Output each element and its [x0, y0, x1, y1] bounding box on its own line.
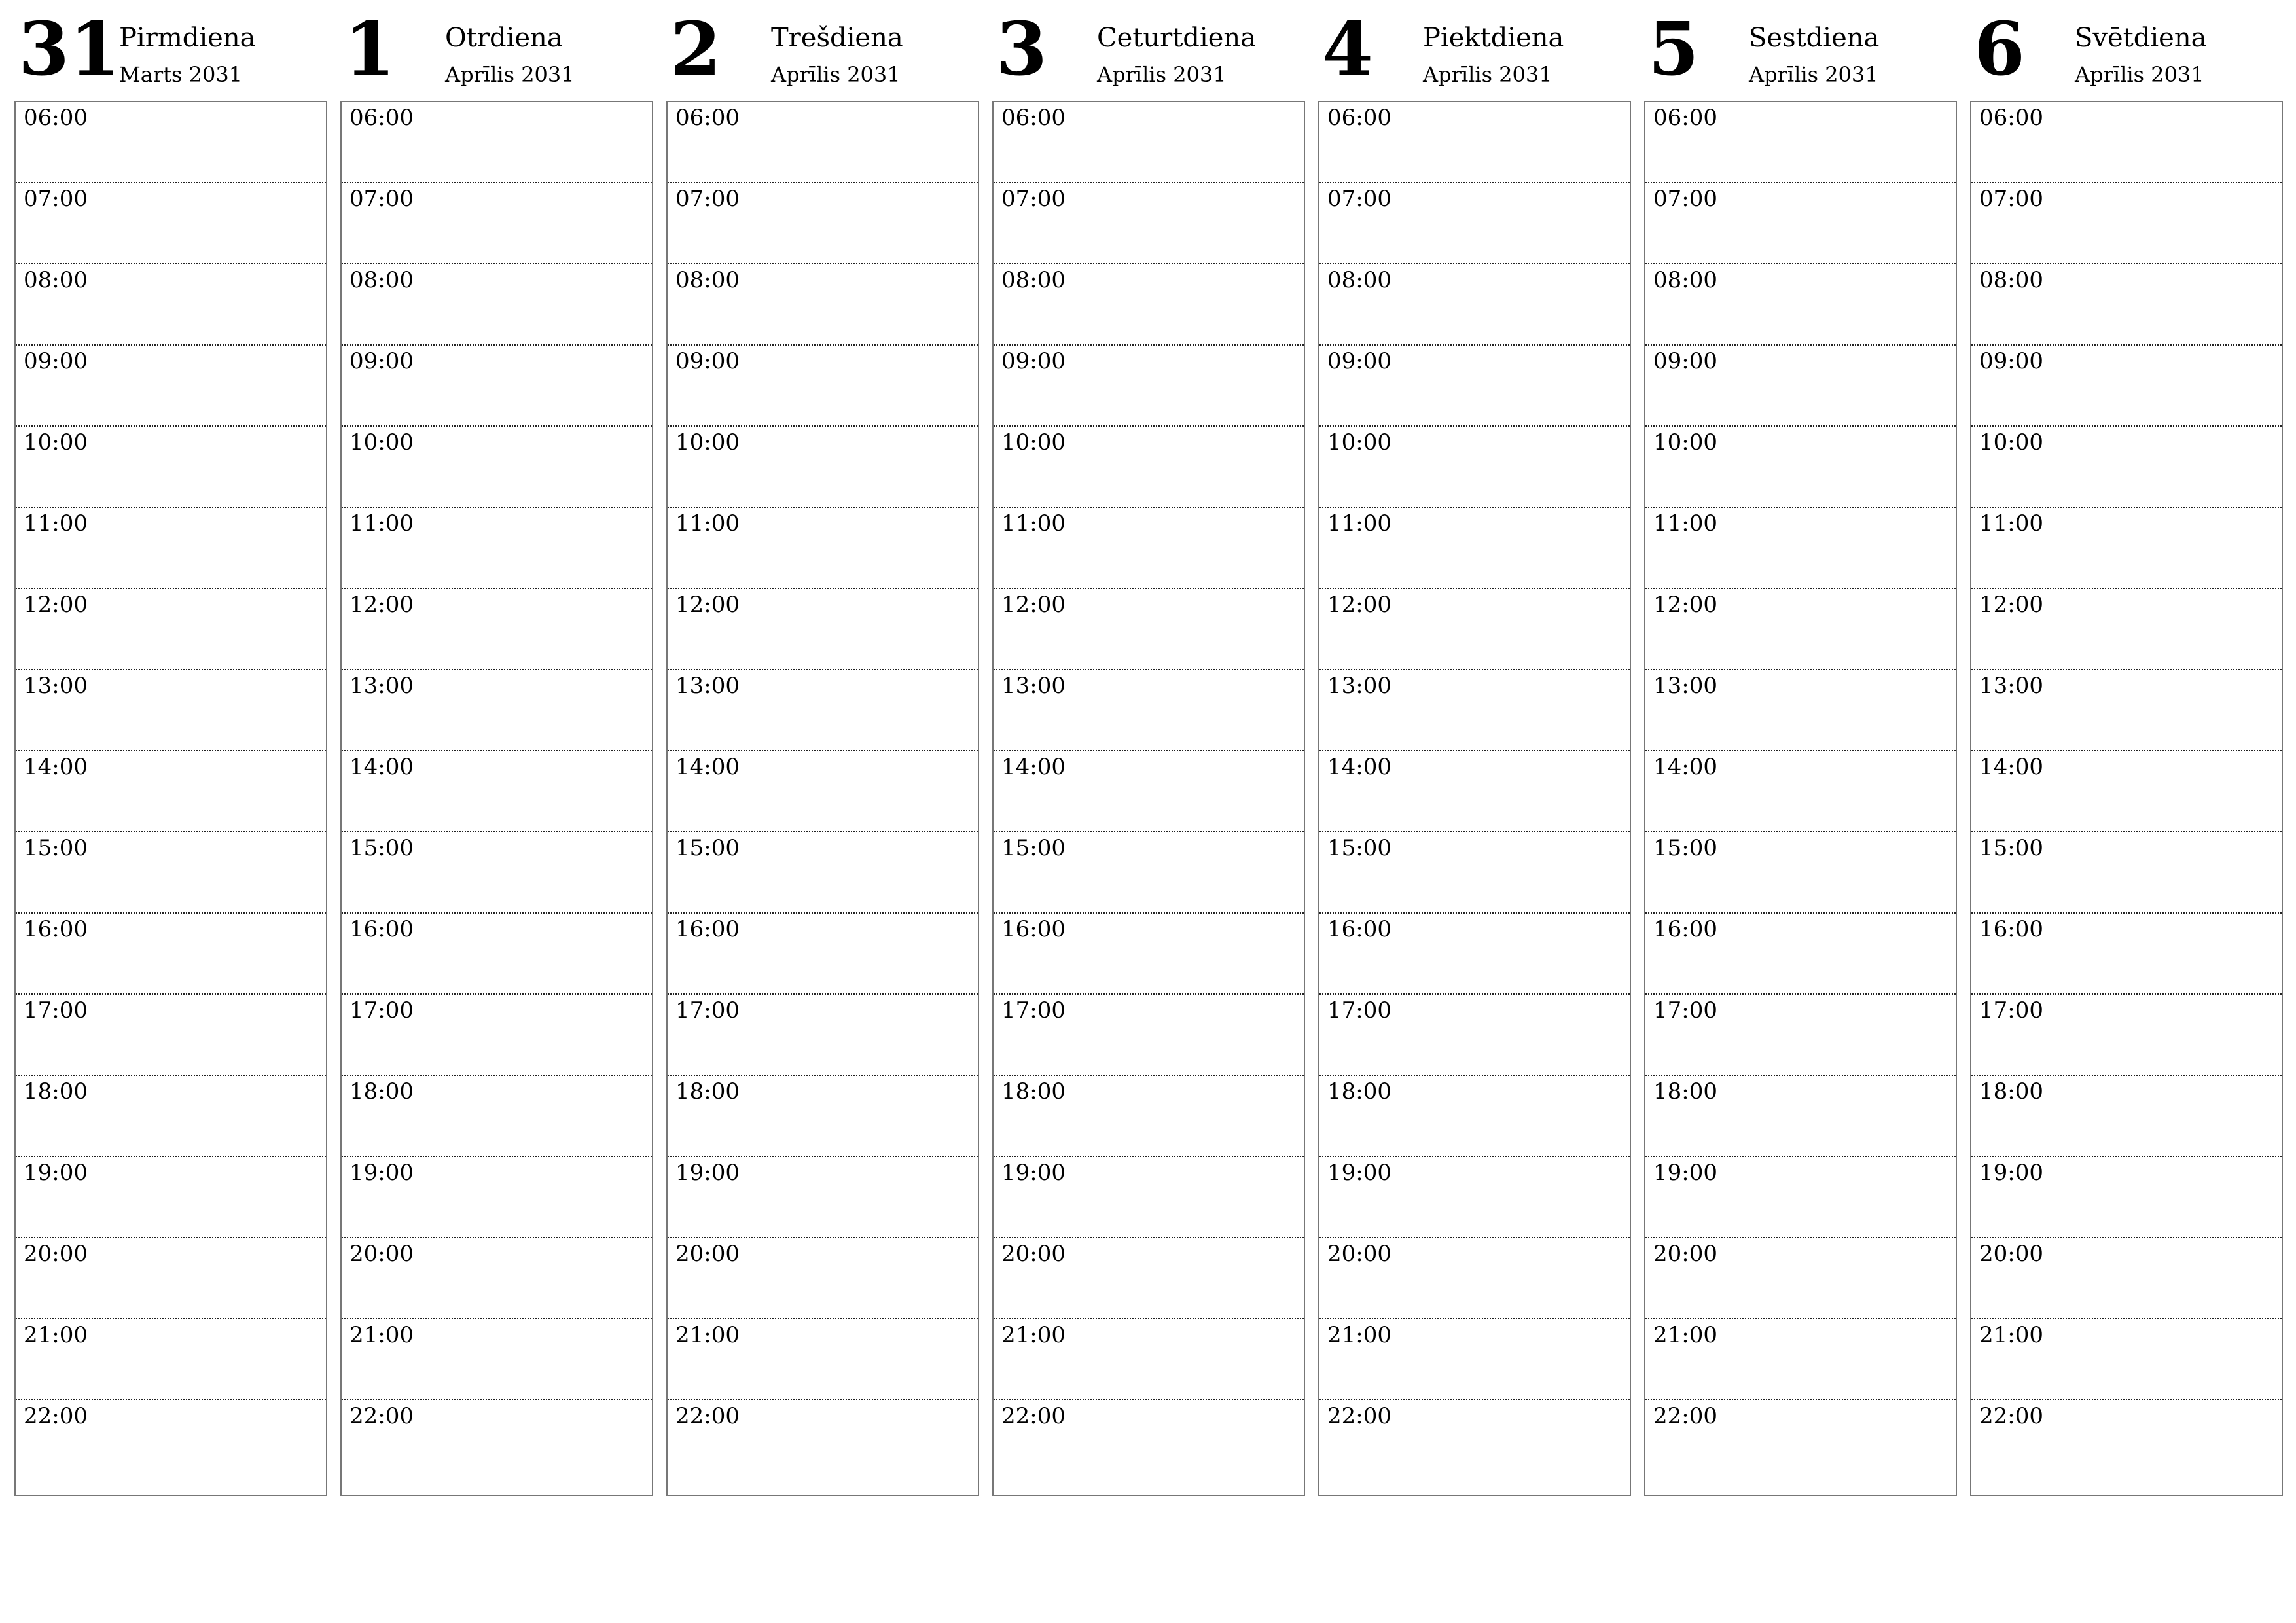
- hour-slots: [340, 101, 653, 1496]
- slot-time-label: 10:00: [24, 429, 88, 455]
- slot-time-label: 12:00: [1653, 592, 1717, 618]
- hour-slot[interactable]: [1319, 670, 1630, 751]
- slot-time-label: 16:00: [1653, 916, 1717, 942]
- slot-time-label: 22:00: [24, 1403, 88, 1429]
- slot-time-label: 17:00: [1001, 997, 1066, 1024]
- hour-slot[interactable]: [342, 995, 652, 1076]
- hour-slot[interactable]: [16, 508, 326, 589]
- slot-time-label: 16:00: [1327, 916, 1391, 942]
- hour-slot[interactable]: [1971, 1157, 2282, 1238]
- slot-time-label: 19:00: [675, 1160, 740, 1186]
- hour-slot[interactable]: [342, 427, 652, 508]
- hour-slot[interactable]: [1645, 1400, 1956, 1482]
- slot-time-label: 11:00: [350, 510, 414, 537]
- hour-slot[interactable]: [994, 508, 1304, 589]
- hour-slot[interactable]: [1971, 183, 2282, 264]
- hour-slot[interactable]: [1971, 589, 2282, 670]
- day-name: Pirmdiena: [119, 23, 256, 53]
- hour-slot[interactable]: [668, 995, 978, 1076]
- hour-slot[interactable]: [994, 670, 1304, 751]
- hour-slot[interactable]: [16, 346, 326, 427]
- hour-slot[interactable]: [16, 995, 326, 1076]
- slot-time-label: 20:00: [1979, 1241, 2043, 1267]
- hour-slot[interactable]: [668, 832, 978, 914]
- hour-slot[interactable]: [994, 1157, 1304, 1238]
- slot-time-label: 17:00: [24, 997, 88, 1024]
- slot-time-label: 19:00: [1327, 1160, 1391, 1186]
- slot-time-label: 21:00: [24, 1322, 88, 1348]
- day-header: [1970, 0, 2283, 101]
- slot-time-label: 13:00: [675, 673, 740, 699]
- hour-slot[interactable]: [1971, 102, 2282, 183]
- slot-time-label: 11:00: [1327, 510, 1391, 537]
- slot-time-label: 10:00: [675, 429, 740, 455]
- hour-slot[interactable]: [1645, 1157, 1956, 1238]
- hour-slot[interactable]: [1319, 1238, 1630, 1319]
- hour-slot[interactable]: [1645, 346, 1956, 427]
- hour-slots: [666, 101, 979, 1496]
- hour-slot[interactable]: [1645, 832, 1956, 914]
- slot-time-label: 13:00: [1653, 673, 1717, 699]
- day-name: Ceturtdiena: [1097, 23, 1256, 53]
- slot-time-label: 21:00: [1327, 1322, 1391, 1348]
- hour-slot[interactable]: [1971, 508, 2282, 589]
- slot-time-label: 17:00: [350, 997, 414, 1024]
- hour-slot[interactable]: [342, 1238, 652, 1319]
- hour-slot[interactable]: [668, 183, 978, 264]
- hour-slot[interactable]: [1645, 264, 1956, 346]
- day-name: Otrdiena: [445, 23, 563, 53]
- slot-time-label: 18:00: [675, 1079, 740, 1105]
- slot-time-label: 07:00: [24, 186, 88, 212]
- slot-time-label: 18:00: [1001, 1079, 1066, 1105]
- hour-slot[interactable]: [342, 1400, 652, 1482]
- hour-slot[interactable]: [1971, 995, 2282, 1076]
- hour-slot[interactable]: [668, 264, 978, 346]
- slot-time-label: 16:00: [350, 916, 414, 942]
- slot-time-label: 22:00: [1001, 1403, 1066, 1429]
- slot-time-label: 09:00: [675, 348, 740, 374]
- slot-time-label: 10:00: [1001, 429, 1066, 455]
- hour-slot[interactable]: [1319, 508, 1630, 589]
- hour-slot[interactable]: [1645, 1238, 1956, 1319]
- slot-time-label: 11:00: [24, 510, 88, 537]
- hour-slot[interactable]: [1319, 1157, 1630, 1238]
- slot-time-label: 08:00: [24, 267, 88, 293]
- day-number: 4: [1322, 7, 1373, 92]
- slot-time-label: 14:00: [350, 754, 414, 780]
- day-month: Marts 2031: [119, 62, 243, 87]
- slot-time-label: 21:00: [675, 1322, 740, 1348]
- slot-time-label: 10:00: [350, 429, 414, 455]
- slot-time-label: 19:00: [350, 1160, 414, 1186]
- hour-slot[interactable]: [994, 183, 1304, 264]
- hour-slot[interactable]: [342, 751, 652, 832]
- day-month: Aprīlis 2031: [2075, 62, 2204, 87]
- hour-slot[interactable]: [994, 102, 1304, 183]
- hour-slot[interactable]: [668, 1319, 978, 1400]
- hour-slot[interactable]: [1319, 1319, 1630, 1400]
- slot-time-label: 18:00: [1979, 1079, 2043, 1105]
- slot-time-label: 07:00: [675, 186, 740, 212]
- hour-slot[interactable]: [1319, 1076, 1630, 1157]
- day-header: [1644, 0, 1957, 101]
- day-header: [666, 0, 979, 101]
- hour-slot[interactable]: [16, 1319, 326, 1400]
- slot-time-label: 09:00: [350, 348, 414, 374]
- slot-time-label: 10:00: [1979, 429, 2043, 455]
- hour-slot[interactable]: [1645, 427, 1956, 508]
- slot-time-label: 18:00: [1653, 1079, 1717, 1105]
- hour-slot[interactable]: [16, 589, 326, 670]
- slot-time-label: 20:00: [350, 1241, 414, 1267]
- day-name: Sestdiena: [1749, 23, 1880, 53]
- day-name: Trešdiena: [771, 23, 903, 53]
- day-number: 1: [344, 7, 395, 92]
- slot-time-label: 18:00: [350, 1079, 414, 1105]
- slot-time-label: 14:00: [1979, 754, 2043, 780]
- day-column: [1970, 0, 2283, 1429]
- hour-slot[interactable]: [994, 832, 1304, 914]
- day-number: 3: [996, 7, 1047, 92]
- hour-slot[interactable]: [1971, 832, 2282, 914]
- hour-slots: [1970, 101, 2283, 1496]
- slot-time-label: 14:00: [24, 754, 88, 780]
- slot-time-label: 08:00: [1979, 267, 2043, 293]
- slot-time-label: 08:00: [350, 267, 414, 293]
- slot-time-label: 15:00: [24, 835, 88, 861]
- slot-time-label: 15:00: [675, 835, 740, 861]
- hour-slot[interactable]: [16, 751, 326, 832]
- slot-time-label: 07:00: [1327, 186, 1391, 212]
- day-name: Piektdiena: [1423, 23, 1564, 53]
- slot-time-label: 15:00: [1979, 835, 2043, 861]
- slot-time-label: 15:00: [1001, 835, 1066, 861]
- slot-time-label: 06:00: [1979, 105, 2043, 131]
- slot-time-label: 20:00: [1653, 1241, 1717, 1267]
- slot-time-label: 14:00: [675, 754, 740, 780]
- hour-slot[interactable]: [668, 1400, 978, 1482]
- slot-time-label: 17:00: [675, 997, 740, 1024]
- hour-slot[interactable]: [16, 102, 326, 183]
- hour-slot[interactable]: [668, 589, 978, 670]
- slot-time-label: 09:00: [24, 348, 88, 374]
- slot-time-label: 09:00: [1327, 348, 1391, 374]
- day-month: Aprīlis 2031: [1423, 62, 1552, 87]
- hour-slot[interactable]: [668, 1238, 978, 1319]
- hour-slot[interactable]: [342, 914, 652, 995]
- hour-slot[interactable]: [994, 589, 1304, 670]
- day-column: [340, 0, 653, 1429]
- slot-time-label: 08:00: [1327, 267, 1391, 293]
- hour-slot[interactable]: [994, 995, 1304, 1076]
- hour-slot[interactable]: [342, 102, 652, 183]
- hour-slot[interactable]: [1319, 832, 1630, 914]
- hour-slot[interactable]: [1645, 589, 1956, 670]
- slot-time-label: 12:00: [350, 592, 414, 618]
- hour-slot[interactable]: [16, 264, 326, 346]
- day-month: Aprīlis 2031: [1749, 62, 1878, 87]
- hour-slot[interactable]: [16, 1238, 326, 1319]
- slot-time-label: 14:00: [1653, 754, 1717, 780]
- slot-time-label: 12:00: [1979, 592, 2043, 618]
- hour-slot[interactable]: [1645, 751, 1956, 832]
- slot-time-label: 18:00: [24, 1079, 88, 1105]
- hour-slot[interactable]: [342, 1319, 652, 1400]
- hour-slot[interactable]: [1971, 1238, 2282, 1319]
- hour-slot[interactable]: [668, 427, 978, 508]
- slot-time-label: 11:00: [675, 510, 740, 537]
- hour-slot[interactable]: [342, 346, 652, 427]
- hour-slot[interactable]: [1971, 346, 2282, 427]
- hour-slot[interactable]: [342, 589, 652, 670]
- slot-time-label: 14:00: [1327, 754, 1391, 780]
- slot-time-label: 11:00: [1979, 510, 2043, 537]
- day-column: [992, 0, 1305, 1429]
- day-number: 5: [1648, 7, 1699, 92]
- hour-slot[interactable]: [994, 1076, 1304, 1157]
- hour-slot[interactable]: [668, 914, 978, 995]
- slot-time-label: 16:00: [24, 916, 88, 942]
- hour-slot[interactable]: [994, 1238, 1304, 1319]
- slot-time-label: 22:00: [1327, 1403, 1391, 1429]
- slot-time-label: 17:00: [1653, 997, 1717, 1024]
- slot-time-label: 12:00: [1327, 592, 1391, 618]
- slot-time-label: 17:00: [1327, 997, 1391, 1024]
- hour-slot[interactable]: [342, 832, 652, 914]
- slot-time-label: 18:00: [1327, 1079, 1391, 1105]
- slot-time-label: 13:00: [24, 673, 88, 699]
- day-number: 6: [1974, 7, 2025, 92]
- day-column: [666, 0, 979, 1429]
- hour-slot[interactable]: [1971, 751, 2282, 832]
- hour-slot[interactable]: [16, 1157, 326, 1238]
- day-month: Aprīlis 2031: [1097, 62, 1227, 87]
- slot-time-label: 19:00: [1979, 1160, 2043, 1186]
- slot-time-label: 15:00: [350, 835, 414, 861]
- hour-slot[interactable]: [668, 346, 978, 427]
- hour-slot[interactable]: [16, 670, 326, 751]
- hour-slot[interactable]: [1319, 995, 1630, 1076]
- hour-slot[interactable]: [16, 1076, 326, 1157]
- slot-time-label: 07:00: [1979, 186, 2043, 212]
- hour-slot[interactable]: [1319, 102, 1630, 183]
- hour-slot[interactable]: [994, 914, 1304, 995]
- day-header: [1318, 0, 1631, 101]
- slot-time-label: 06:00: [24, 105, 88, 131]
- day-number: 31: [18, 7, 120, 92]
- slot-time-label: 11:00: [1653, 510, 1717, 537]
- hour-slot[interactable]: [1971, 1319, 2282, 1400]
- hour-slot[interactable]: [1319, 914, 1630, 995]
- hour-slot[interactable]: [1645, 1319, 1956, 1400]
- hour-slot[interactable]: [1971, 1076, 2282, 1157]
- hour-slot[interactable]: [994, 346, 1304, 427]
- hour-slot[interactable]: [342, 1076, 652, 1157]
- hour-slot[interactable]: [1971, 914, 2282, 995]
- slot-time-label: 22:00: [1979, 1403, 2043, 1429]
- hour-slots: [14, 101, 327, 1496]
- slot-time-label: 15:00: [1653, 835, 1717, 861]
- slot-time-label: 22:00: [350, 1403, 414, 1429]
- slot-time-label: 19:00: [1653, 1160, 1717, 1186]
- hour-slot[interactable]: [1645, 914, 1956, 995]
- hour-slot[interactable]: [1319, 183, 1630, 264]
- hour-slots: [1644, 101, 1957, 1496]
- slot-time-label: 10:00: [1327, 429, 1391, 455]
- hour-slot[interactable]: [994, 264, 1304, 346]
- slot-time-label: 21:00: [350, 1322, 414, 1348]
- hour-slot[interactable]: [1645, 102, 1956, 183]
- slot-time-label: 06:00: [350, 105, 414, 131]
- hour-slot[interactable]: [1319, 264, 1630, 346]
- hour-slot[interactable]: [342, 508, 652, 589]
- slot-time-label: 10:00: [1653, 429, 1717, 455]
- slot-time-label: 20:00: [24, 1241, 88, 1267]
- slot-time-label: 22:00: [675, 1403, 740, 1429]
- hour-slot[interactable]: [1971, 670, 2282, 751]
- day-header: [14, 0, 327, 101]
- hour-slot[interactable]: [1319, 1400, 1630, 1482]
- slot-time-label: 09:00: [1653, 348, 1717, 374]
- slot-time-label: 20:00: [1001, 1241, 1066, 1267]
- day-month: Aprīlis 2031: [771, 62, 901, 87]
- slot-time-label: 13:00: [350, 673, 414, 699]
- slot-time-label: 20:00: [675, 1241, 740, 1267]
- hour-slot[interactable]: [16, 832, 326, 914]
- day-column: [1318, 0, 1631, 1429]
- day-month: Aprīlis 2031: [445, 62, 575, 87]
- slot-time-label: 06:00: [1327, 105, 1391, 131]
- slot-time-label: 08:00: [1001, 267, 1066, 293]
- hour-slot[interactable]: [1971, 264, 2282, 346]
- hour-slot[interactable]: [1971, 1400, 2282, 1482]
- slot-time-label: 13:00: [1979, 673, 2043, 699]
- slot-time-label: 08:00: [675, 267, 740, 293]
- hour-slot[interactable]: [16, 914, 326, 995]
- hour-slot[interactable]: [16, 183, 326, 264]
- slot-time-label: 07:00: [1001, 186, 1066, 212]
- slot-time-label: 20:00: [1327, 1241, 1391, 1267]
- hour-slot[interactable]: [342, 264, 652, 346]
- hour-slot[interactable]: [1319, 589, 1630, 670]
- hour-slot[interactable]: [1319, 346, 1630, 427]
- slot-time-label: 19:00: [24, 1160, 88, 1186]
- day-name: Svētdiena: [2075, 23, 2207, 53]
- slot-time-label: 16:00: [1979, 916, 2043, 942]
- slot-time-label: 08:00: [1653, 267, 1717, 293]
- slot-time-label: 16:00: [1001, 916, 1066, 942]
- hour-slot[interactable]: [668, 1076, 978, 1157]
- hour-slot[interactable]: [1645, 508, 1956, 589]
- slot-time-label: 09:00: [1979, 348, 2043, 374]
- day-column: [14, 0, 327, 1429]
- hour-slot[interactable]: [668, 102, 978, 183]
- slot-time-label: 16:00: [675, 916, 740, 942]
- hour-slot[interactable]: [342, 183, 652, 264]
- hour-slot[interactable]: [1645, 1076, 1956, 1157]
- slot-time-label: 21:00: [1001, 1322, 1066, 1348]
- hour-slot[interactable]: [668, 1157, 978, 1238]
- slot-time-label: 21:00: [1979, 1322, 2043, 1348]
- slot-time-label: 06:00: [675, 105, 740, 131]
- slot-time-label: 19:00: [1001, 1160, 1066, 1186]
- slot-time-label: 13:00: [1001, 673, 1066, 699]
- slot-time-label: 15:00: [1327, 835, 1391, 861]
- hour-slot[interactable]: [1645, 183, 1956, 264]
- day-column: [1644, 0, 1957, 1429]
- slot-time-label: 11:00: [1001, 510, 1066, 537]
- slot-time-label: 12:00: [675, 592, 740, 618]
- hour-slot[interactable]: [16, 1400, 326, 1482]
- hour-slot[interactable]: [668, 670, 978, 751]
- hour-slot[interactable]: [1971, 427, 2282, 508]
- hour-slot[interactable]: [1319, 751, 1630, 832]
- hour-slot[interactable]: [994, 751, 1304, 832]
- hour-slot[interactable]: [1645, 670, 1956, 751]
- slot-time-label: 09:00: [1001, 348, 1066, 374]
- day-number: 2: [670, 7, 721, 92]
- slot-time-label: 07:00: [1653, 186, 1717, 212]
- hour-slot[interactable]: [994, 1319, 1304, 1400]
- hour-slot[interactable]: [342, 1157, 652, 1238]
- day-header: [340, 0, 653, 101]
- slot-time-label: 21:00: [1653, 1322, 1717, 1348]
- slot-time-label: 07:00: [350, 186, 414, 212]
- slot-time-label: 17:00: [1979, 997, 2043, 1024]
- hour-slot[interactable]: [1319, 427, 1630, 508]
- hour-slot[interactable]: [668, 508, 978, 589]
- slot-time-label: 14:00: [1001, 754, 1066, 780]
- slot-time-label: 06:00: [1653, 105, 1717, 131]
- slot-time-label: 13:00: [1327, 673, 1391, 699]
- hour-slot[interactable]: [1645, 995, 1956, 1076]
- hour-slots: [992, 101, 1305, 1496]
- slot-time-label: 12:00: [24, 592, 88, 618]
- hour-slot[interactable]: [668, 751, 978, 832]
- day-header: [992, 0, 1305, 101]
- hour-slot[interactable]: [342, 670, 652, 751]
- hour-slot[interactable]: [994, 427, 1304, 508]
- hour-slot[interactable]: [994, 1400, 1304, 1482]
- hour-slot[interactable]: [16, 427, 326, 508]
- hour-slots: [1318, 101, 1631, 1496]
- slot-time-label: 22:00: [1653, 1403, 1717, 1429]
- slot-time-label: 12:00: [1001, 592, 1066, 618]
- slot-time-label: 06:00: [1001, 105, 1066, 131]
